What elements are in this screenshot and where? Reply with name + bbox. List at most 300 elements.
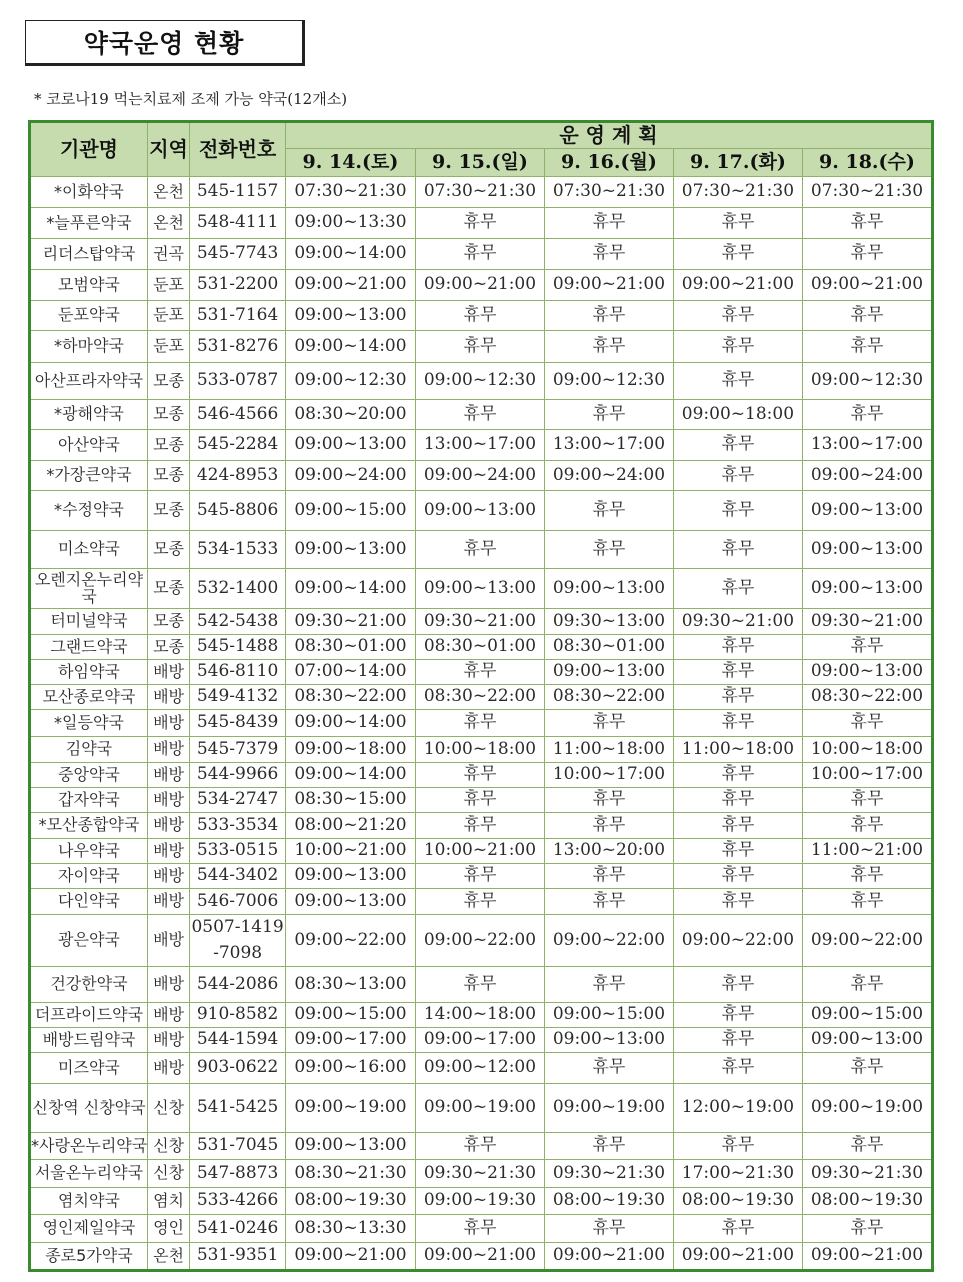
hours-cell: 휴무	[673, 331, 802, 363]
table-row	[30, 270, 933, 301]
hours-cell: 09:00~19:00	[544, 1084, 673, 1133]
hours-cell: 08:30~13:00	[285, 967, 415, 1003]
region: 배방	[147, 763, 189, 788]
hours-cell: 휴무	[802, 331, 932, 363]
table-row	[30, 635, 933, 660]
table-row	[30, 491, 933, 531]
phone-number: 544-2086	[190, 967, 286, 1003]
region: 배방	[147, 1028, 189, 1053]
hours-cell: 10:00~18:00	[802, 737, 932, 763]
hours-cell: 휴무	[415, 889, 544, 915]
hours-cell: 휴무	[673, 531, 802, 569]
note-text: * 코로나19 먹는치료제 조제 가능 약국(12개소)	[34, 90, 348, 108]
region: 배방	[147, 1053, 189, 1084]
hours-cell: 휴무	[673, 1215, 802, 1243]
hours-cell: 09:00~21:00	[415, 270, 544, 301]
hours-cell: 09:00~13:00	[415, 491, 544, 531]
region: 배방	[147, 967, 189, 1003]
phone-number: 531-9351	[190, 1243, 286, 1271]
hours-cell: 휴무	[673, 710, 802, 737]
hours-cell: 휴무	[673, 1053, 802, 1084]
hours-cell: 09:00~13:30	[285, 208, 415, 239]
hours-cell: 08:30~22:00	[544, 685, 673, 710]
hours-cell: 휴무	[544, 331, 673, 363]
phone-number: 0507-1419 -7098	[190, 915, 286, 967]
hours-cell: 휴무	[544, 889, 673, 915]
table-row	[30, 177, 933, 208]
hours-cell: 17:00~21:30	[673, 1160, 802, 1188]
hours-cell: 휴무	[673, 301, 802, 331]
region: 배방	[147, 710, 189, 737]
table-row	[30, 710, 933, 737]
hours-cell: 09:00~15:00	[285, 1003, 415, 1028]
hours-cell: 09:00~13:00	[802, 531, 932, 569]
phone-number: 545-1157	[190, 177, 286, 208]
hours-cell: 휴무	[673, 1003, 802, 1028]
hours-cell: 휴무	[802, 813, 932, 839]
table-row	[30, 763, 933, 788]
pharmacy-name: *사랑온누리약국	[30, 1133, 148, 1160]
hours-cell: 휴무	[802, 1133, 932, 1160]
hours-cell: 휴무	[544, 239, 673, 270]
hours-cell: 09:00~24:00	[415, 461, 544, 491]
pharmacy-name: *이화약국	[30, 177, 148, 208]
phone-number: 545-7743	[190, 239, 286, 270]
table-row	[30, 1053, 933, 1084]
phone-number: 533-3534	[190, 813, 286, 839]
pharmacy-name: 오렌지온누리약국	[30, 569, 148, 609]
region: 모종	[147, 400, 189, 430]
pharmacy-name: 모범약국	[30, 270, 148, 301]
phone-number: 542-5438	[190, 609, 286, 635]
hours-cell: 07:30~21:30	[673, 177, 802, 208]
pharmacy-name: 종로5가약국	[30, 1243, 148, 1271]
header-date: 9. 15.(일)	[415, 149, 544, 177]
pharmacy-name: 터미널약국	[30, 609, 148, 635]
pharmacy-name: 영인제일약국	[30, 1215, 148, 1243]
hours-cell: 휴무	[673, 685, 802, 710]
hours-cell: 휴무	[802, 208, 932, 239]
region: 모종	[147, 363, 189, 400]
pharmacy-name: *가장큰약국	[30, 461, 148, 491]
table-row	[30, 685, 933, 710]
hours-cell: 08:30~01:00	[285, 635, 415, 660]
table-row	[30, 569, 933, 609]
hours-cell: 10:00~17:00	[802, 763, 932, 788]
hours-cell: 휴무	[544, 813, 673, 839]
table-row	[30, 1243, 933, 1271]
hours-cell: 09:00~13:00	[544, 569, 673, 609]
pharmacy-name: 서울온누리약국	[30, 1160, 148, 1188]
hours-cell: 휴무	[544, 1053, 673, 1084]
hours-cell: 09:00~19:00	[802, 1084, 932, 1133]
hours-cell: 09:00~21:00	[544, 1243, 673, 1271]
hours-cell: 휴무	[544, 531, 673, 569]
hours-cell: 08:30~21:30	[285, 1160, 415, 1188]
hours-cell: 09:30~21:00	[415, 609, 544, 635]
hours-cell: 09:00~22:00	[544, 915, 673, 967]
region: 둔포	[147, 270, 189, 301]
hours-cell: 09:00~22:00	[802, 915, 932, 967]
table-row	[30, 967, 933, 1003]
hours-cell: 11:00~21:00	[802, 839, 932, 864]
hours-cell: 09:00~14:00	[285, 331, 415, 363]
header-date: 9. 18.(수)	[802, 149, 932, 177]
hours-cell: 휴무	[673, 839, 802, 864]
phone-number: 545-1488	[190, 635, 286, 660]
hours-cell: 09:00~22:00	[673, 915, 802, 967]
hours-cell: 13:00~20:00	[544, 839, 673, 864]
hours-cell: 휴무	[673, 1028, 802, 1053]
table-row	[30, 660, 933, 685]
phone-number: 549-4132	[190, 685, 286, 710]
table-row	[30, 609, 933, 635]
table-row	[30, 889, 933, 915]
region: 신창	[147, 1084, 189, 1133]
hours-cell: 휴무	[415, 301, 544, 331]
hours-cell: 09:00~24:00	[802, 461, 932, 491]
hours-cell: 휴무	[673, 967, 802, 1003]
hours-cell: 07:30~21:30	[285, 177, 415, 208]
pharmacy-name: 둔포약국	[30, 301, 148, 331]
hours-cell: 09:00~14:00	[285, 239, 415, 270]
hours-cell: 휴무	[544, 1133, 673, 1160]
pharmacy-name: 모산종로약국	[30, 685, 148, 710]
hours-cell: 휴무	[544, 491, 673, 531]
hours-cell: 09:00~17:00	[285, 1028, 415, 1053]
hours-cell: 14:00~18:00	[415, 1003, 544, 1028]
phone-number: 541-0246	[190, 1215, 286, 1243]
hours-cell: 09:00~21:00	[673, 270, 802, 301]
hours-cell: 휴무	[415, 1215, 544, 1243]
hours-cell: 09:00~13:00	[544, 1028, 673, 1053]
pharmacy-name: *모산종합약국	[30, 813, 148, 839]
page-title: 약국운영 현황	[83, 29, 245, 58]
pharmacy-name: 미소약국	[30, 531, 148, 569]
hours-cell: 휴무	[802, 239, 932, 270]
table-row	[30, 1215, 933, 1243]
table-row	[30, 331, 933, 363]
table-row	[30, 239, 933, 270]
region: 모종	[147, 569, 189, 609]
region: 신창	[147, 1160, 189, 1188]
hours-cell: 10:00~21:00	[415, 839, 544, 864]
hours-cell: 09:00~21:00	[802, 1243, 932, 1271]
hours-cell: 13:00~17:00	[802, 430, 932, 461]
pharmacy-name: 다인약국	[30, 889, 148, 915]
hours-cell: 휴무	[415, 710, 544, 737]
hours-cell: 07:00~14:00	[285, 660, 415, 685]
hours-cell: 휴무	[415, 788, 544, 813]
header-plan: 운 영 계 획	[285, 122, 932, 149]
pharmacy-name: 아산프라자약국	[30, 363, 148, 400]
hours-cell: 09:00~12:30	[285, 363, 415, 400]
hours-cell: 휴무	[673, 635, 802, 660]
phone-number: 545-8806	[190, 491, 286, 531]
table-body	[30, 177, 933, 1271]
hours-cell: 휴무	[802, 967, 932, 1003]
phone-number: 533-0787	[190, 363, 286, 400]
region: 모종	[147, 531, 189, 569]
hours-cell: 휴무	[673, 239, 802, 270]
hours-cell: 휴무	[802, 864, 932, 889]
hours-cell: 09:00~15:00	[802, 1003, 932, 1028]
hours-cell: 08:30~15:00	[285, 788, 415, 813]
table-row	[30, 208, 933, 239]
hours-cell: 휴무	[802, 788, 932, 813]
table-row	[30, 1028, 933, 1053]
hours-cell: 휴무	[673, 889, 802, 915]
region: 영인	[147, 1215, 189, 1243]
pharmacy-name: 더프라이드약국	[30, 1003, 148, 1028]
header-phone: 전화번호	[190, 122, 286, 177]
region: 배방	[147, 864, 189, 889]
hours-cell: 09:00~22:00	[415, 915, 544, 967]
hours-cell: 휴무	[673, 1133, 802, 1160]
table-row	[30, 531, 933, 569]
pharmacy-name: *일등약국	[30, 710, 148, 737]
region: 둔포	[147, 301, 189, 331]
table-row	[30, 813, 933, 839]
hours-cell: 09:00~15:00	[544, 1003, 673, 1028]
hours-cell: 휴무	[673, 788, 802, 813]
region: 배방	[147, 685, 189, 710]
hours-cell: 휴무	[544, 710, 673, 737]
hours-cell: 12:00~19:00	[673, 1084, 802, 1133]
hours-cell: 13:00~17:00	[415, 430, 544, 461]
phone-number: 548-4111	[190, 208, 286, 239]
hours-cell: 09:00~13:00	[285, 1133, 415, 1160]
hours-cell: 08:00~19:30	[673, 1188, 802, 1215]
hours-cell: 휴무	[415, 239, 544, 270]
pharmacy-name: 자이약국	[30, 864, 148, 889]
hours-cell: 10:00~17:00	[544, 763, 673, 788]
hours-cell: 휴무	[544, 788, 673, 813]
hours-cell: 휴무	[544, 301, 673, 331]
region: 배방	[147, 1003, 189, 1028]
phone-number: 531-2200	[190, 270, 286, 301]
hours-cell: 09:00~22:00	[285, 915, 415, 967]
hours-cell: 휴무	[544, 208, 673, 239]
pharmacy-name: *늘푸른약국	[30, 208, 148, 239]
hours-cell: 09:00~13:00	[285, 531, 415, 569]
hours-cell: 07:30~21:30	[415, 177, 544, 208]
hours-cell: 09:30~21:00	[673, 609, 802, 635]
pharmacy-name: 건강한약국	[30, 967, 148, 1003]
phone-number: 545-2284	[190, 430, 286, 461]
header-name: 기관명	[30, 122, 148, 177]
table-row	[30, 301, 933, 331]
hours-cell: 07:30~21:30	[802, 177, 932, 208]
hours-cell: 08:30~13:30	[285, 1215, 415, 1243]
hours-cell: 휴무	[544, 400, 673, 430]
phone-number: 544-3402	[190, 864, 286, 889]
table-row	[30, 400, 933, 430]
hours-cell: 휴무	[415, 331, 544, 363]
hours-cell: 휴무	[415, 763, 544, 788]
table-row	[30, 1003, 933, 1028]
phone-number: 531-8276	[190, 331, 286, 363]
hours-cell: 휴무	[802, 710, 932, 737]
region: 모종	[147, 491, 189, 531]
table-row	[30, 363, 933, 400]
pharmacy-name: 미즈약국	[30, 1053, 148, 1084]
hours-cell: 09:00~24:00	[285, 461, 415, 491]
hours-cell: 09:00~21:00	[544, 270, 673, 301]
hours-cell: 휴무	[673, 430, 802, 461]
hours-cell: 휴무	[673, 864, 802, 889]
phone-number: 531-7164	[190, 301, 286, 331]
hours-cell: 휴무	[415, 864, 544, 889]
pharmacy-name: 광은약국	[30, 915, 148, 967]
region: 온천	[147, 208, 189, 239]
region: 염치	[147, 1188, 189, 1215]
table-row	[30, 430, 933, 461]
hours-cell: 09:00~18:00	[673, 400, 802, 430]
hours-cell: 휴무	[673, 660, 802, 685]
hours-cell: 휴무	[415, 813, 544, 839]
region: 모종	[147, 430, 189, 461]
hours-cell: 09:00~19:00	[415, 1084, 544, 1133]
hours-cell: 휴무	[802, 889, 932, 915]
hours-cell: 07:30~21:30	[544, 177, 673, 208]
header-date: 9. 16.(월)	[544, 149, 673, 177]
hours-cell: 09:00~13:00	[285, 889, 415, 915]
phone-number: 544-9966	[190, 763, 286, 788]
phone-number: 910-8582	[190, 1003, 286, 1028]
phone-number: 546-4566	[190, 400, 286, 430]
hours-cell: 09:30~21:30	[544, 1160, 673, 1188]
hours-cell: 09:00~14:00	[285, 763, 415, 788]
hours-cell: 08:30~01:00	[415, 635, 544, 660]
hours-cell: 09:00~16:00	[285, 1053, 415, 1084]
hours-cell: 09:30~21:30	[802, 1160, 932, 1188]
hours-cell: 08:00~19:30	[285, 1188, 415, 1215]
pharmacy-name: 아산약국	[30, 430, 148, 461]
phone-number: 532-1400	[190, 569, 286, 609]
region: 온천	[147, 1243, 189, 1271]
pharmacy-name: 그랜드약국	[30, 635, 148, 660]
hours-cell: 11:00~18:00	[544, 737, 673, 763]
table-row	[30, 915, 933, 967]
region: 모종	[147, 461, 189, 491]
hours-cell: 09:00~13:00	[285, 430, 415, 461]
region: 모종	[147, 609, 189, 635]
phone-number: 533-4266	[190, 1188, 286, 1215]
table-row	[30, 864, 933, 889]
hours-cell: 09:00~19:30	[415, 1188, 544, 1215]
table-row	[30, 1084, 933, 1133]
hours-cell: 휴무	[673, 363, 802, 400]
hours-cell: 09:00~21:00	[415, 1243, 544, 1271]
hours-cell: 휴무	[544, 864, 673, 889]
hours-cell: 09:00~19:00	[285, 1084, 415, 1133]
phone-number: 531-7045	[190, 1133, 286, 1160]
table-row	[30, 461, 933, 491]
phone-number: 534-1533	[190, 531, 286, 569]
hours-cell: 08:30~01:00	[544, 635, 673, 660]
hours-cell: 09:00~13:00	[802, 569, 932, 609]
region: 배방	[147, 660, 189, 685]
hours-cell: 09:00~21:00	[673, 1243, 802, 1271]
pharmacy-name: 김약국	[30, 737, 148, 763]
hours-cell: 09:00~13:00	[285, 301, 415, 331]
hours-cell: 09:00~24:00	[544, 461, 673, 491]
phone-number: 546-8110	[190, 660, 286, 685]
pharmacy-name: *수정약국	[30, 491, 148, 531]
hours-cell: 09:00~21:00	[285, 1243, 415, 1271]
hours-cell: 휴무	[673, 461, 802, 491]
phone-number: 545-7379	[190, 737, 286, 763]
pharmacy-name: 나우약국	[30, 839, 148, 864]
hours-cell: 휴무	[802, 301, 932, 331]
hours-cell: 09:00~12:30	[802, 363, 932, 400]
phone-number: 546-7006	[190, 889, 286, 915]
table-row	[30, 1188, 933, 1215]
hours-cell: 휴무	[415, 1133, 544, 1160]
region: 권곡	[147, 239, 189, 270]
pharmacy-name: *하마약국	[30, 331, 148, 363]
region: 모종	[147, 635, 189, 660]
pharmacy-name: 염치약국	[30, 1188, 148, 1215]
phone-number: 541-5425	[190, 1084, 286, 1133]
region: 배방	[147, 813, 189, 839]
pharmacy-schedule-table	[28, 120, 934, 1272]
hours-cell: 08:00~19:30	[544, 1188, 673, 1215]
hours-cell: 09:30~21:00	[802, 609, 932, 635]
hours-cell: 휴무	[802, 1215, 932, 1243]
hours-cell: 10:00~18:00	[415, 737, 544, 763]
table-row	[30, 1133, 933, 1160]
hours-cell: 08:30~22:00	[802, 685, 932, 710]
phone-number: 533-0515	[190, 839, 286, 864]
phone-number: 424-8953	[190, 461, 286, 491]
hours-cell: 휴무	[415, 208, 544, 239]
pharmacy-name: 하임약국	[30, 660, 148, 685]
phone-number: 903-0622	[190, 1053, 286, 1084]
phone-number: 534-2747	[190, 788, 286, 813]
hours-cell: 09:00~12:00	[415, 1053, 544, 1084]
region: 배방	[147, 737, 189, 763]
hours-cell: 휴무	[673, 813, 802, 839]
hours-cell: 휴무	[544, 1215, 673, 1243]
hours-cell: 09:30~21:30	[415, 1160, 544, 1188]
hours-cell: 휴무	[673, 763, 802, 788]
hours-cell: 09:00~17:00	[415, 1028, 544, 1053]
hours-cell: 09:30~13:00	[544, 609, 673, 635]
hours-cell: 09:00~12:30	[544, 363, 673, 400]
hours-cell: 휴무	[415, 660, 544, 685]
hours-cell: 휴무	[673, 491, 802, 531]
pharmacy-name: *광해약국	[30, 400, 148, 430]
hours-cell: 08:30~20:00	[285, 400, 415, 430]
table-row	[30, 839, 933, 864]
table-row	[30, 788, 933, 813]
hours-cell: 08:00~19:30	[802, 1188, 932, 1215]
hours-cell: 08:30~22:00	[415, 685, 544, 710]
hours-cell: 휴무	[673, 208, 802, 239]
hours-cell: 휴무	[802, 635, 932, 660]
hours-cell: 09:00~21:00	[285, 270, 415, 301]
page-title-box	[25, 20, 305, 66]
hours-cell: 09:00~21:00	[802, 270, 932, 301]
hours-cell: 08:30~22:00	[285, 685, 415, 710]
hours-cell: 휴무	[544, 967, 673, 1003]
table-row	[30, 737, 933, 763]
hours-cell: 09:00~12:30	[415, 363, 544, 400]
region: 둔포	[147, 331, 189, 363]
region: 배방	[147, 788, 189, 813]
